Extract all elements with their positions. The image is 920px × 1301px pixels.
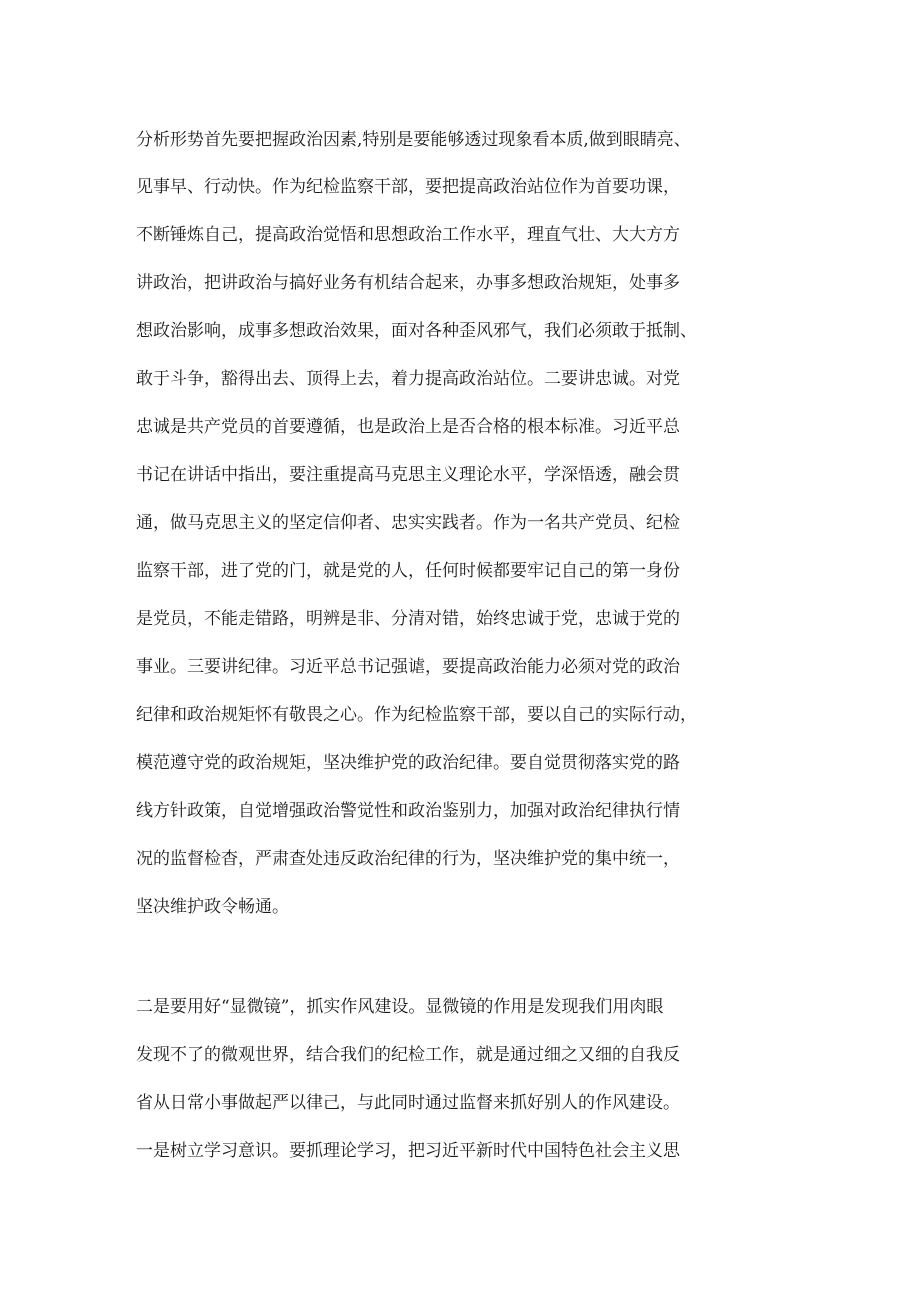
text-line: 讲政治，把讲政治与搞好业务有机结合起来，办事多想政治规矩，处事多 [136,273,680,293]
text-line: 事业。三要讲纪律。习近平总书记强谑，要提高政治能力必须对党的政治 [136,657,680,677]
text-line: 分析形势首先要把握政治因素,特别是要能够透过现象看本质,做到眼睛亮、 [136,130,691,150]
text-line: 发现不了的微观世界，结合我们的纪检工作，就是通过细之又细的自我反 [136,1045,680,1065]
text-line: 模范遵守党的政治规矩，坚决维护党的政治纪律。要自觉贯彻落实党的路 [136,753,680,773]
text-line: 想政治影响，成事多想政治效果，面对各种歪风邪气，我们必须敢于抵制、 [136,321,697,341]
text-line: 省从日常小事做起严以律己，与此同时通过监督来抓好别人的作风建设。 [136,1093,680,1113]
text-line: 监察干部，进了党的门，就是党的人，任何时候都要牢记自己的第一身份 [136,561,680,581]
text-line: 坚决维护政令畅通。 [136,897,289,917]
text-line: 线方针政策，自觉增强政治警觉性和政治鉴别力，加强对政治纪律执行情 [136,801,680,821]
text-line: 二是要用好“显微镜”，抓实作风建设。显微镜的作用是发现我们用肉眼 [136,997,664,1017]
text-line: 纪律和政治规矩怀有敬畏之心。作为纪检监察干部，要以自己的实际行动， [136,705,697,725]
text-line: 敢于斗争，豁得出去、顶得上去，着力提高政治站位。二要讲忠诚。对党 [136,369,680,389]
text-line: 通，做马克思主义的坚定信仰者、忠实实践者。作为一名共产党员、纪检 [136,513,680,533]
text-line: 一是树立学习意识。要抓理论学习，把习近平新时代中国特色社会主义思 [136,1141,680,1161]
text-line: 书记在讲话中指出，要注重提高马克思主义理论水平，学深悟透，融会贯 [136,465,680,485]
text-line: 见事早、行动快。作为纪检监察干部，要把提高政治站位作为首要功课， [136,177,680,197]
text-line: 况的监督检杳，严肃查处违反政治纪律的行为，坚决维护党的集中统一， [136,849,680,869]
text-line: 是党员，不能走错路，明辨是非、分清对错，始终忠诚于党，忠诚于党的 [136,609,680,629]
text-line: 忠诚是共产党员的首要遵循，也是政治上是否合格的根本标准。习近平总 [136,417,680,437]
text-line: 不断锤炼自己，提高政治觉悟和思想政治工作水平，理直气壮、大大方方 [136,225,680,245]
